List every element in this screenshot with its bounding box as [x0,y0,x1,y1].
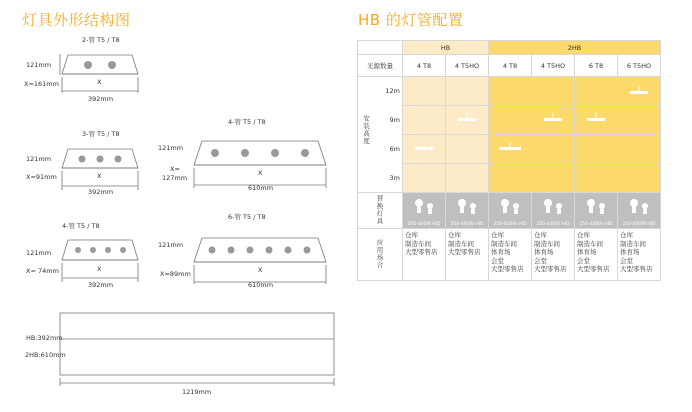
fixture-1-label: 2-管 T5 / T8 [82,36,120,44]
config-cell [575,106,618,135]
config-cell [618,77,661,106]
highbay-fixture-icon [618,77,660,105]
height-row-6m: 6m [389,145,400,153]
group-2hb-header: 2HB [489,41,661,55]
app-item: 大型零售店 [405,248,438,256]
fixture-3-label: 4-管 T5 / T8 [62,222,100,230]
app-item: 会堂 [534,256,547,265]
lamp-caption: 250-400W HID [407,222,441,227]
col-header: 4 T5HO [532,55,575,77]
config-cell [446,135,489,164]
col-header: 6 T8 [575,55,618,77]
app-item: 大型零售店 [620,265,653,273]
app-item: 制造车间 [620,239,646,248]
group-hb-header: HB [403,41,489,55]
config-cell [532,164,575,193]
highbay-fixture-icon [403,135,445,163]
height-row-12m: 12m [385,87,400,95]
app-item: 体育场 [534,248,554,256]
fixture-4-x: X [258,169,263,177]
fixture-1-width: 392mm [88,95,114,103]
fixture-1-height: 121mm [26,61,52,69]
col-header: 4 T5HO [446,55,489,77]
config-cell [575,164,618,193]
highbay-fixture-icon [489,135,531,163]
config-cell [575,77,618,106]
hid-lamp-icon [446,193,488,219]
fixture-5-spacing: X=89mm [160,270,191,278]
fixture-2-width: 392mm [88,188,114,196]
app-label: 应用场合 [375,238,384,269]
lamp-caption: 250-400W HID [450,222,484,227]
hid-lamp-icon [489,193,531,219]
fixture-4-width: 610mm [248,184,274,192]
height-row-9m: 9m [389,116,400,124]
replace-cell [446,193,489,229]
replace-cell [575,193,618,229]
lamp-caption: 250-400W HID [536,222,570,227]
replace-cell [618,193,661,229]
col-header: 6 T5HO [618,55,661,77]
config-cell [489,106,532,135]
config-cell [403,135,446,164]
config-cell [403,106,446,135]
app-item: 仓库 [405,231,418,239]
app-label-cell [358,229,403,281]
app-cell [532,229,575,281]
app-cell [575,229,618,281]
config-cell [489,164,532,193]
lamp-caption: 250-400W HID [622,222,656,227]
config-cell [446,164,489,193]
app-item: 仓库 [620,231,633,239]
app-item: 大型零售店 [491,265,524,273]
fixture-3-spacing: X= 74mm [26,267,59,275]
fixture-4-label: 4-管 T5 / T8 [228,118,266,126]
fixture-3-width: 392mm [88,281,114,289]
app-item: 会堂 [491,256,504,265]
plan-2hb-label: 2HB:610mm [25,351,66,359]
app-cell [618,229,661,281]
col-header: 4 T8 [489,55,532,77]
fixture-2-label: 3-管 T5 / T8 [82,130,120,138]
hid-lamp-icon [618,193,660,219]
config-cell [532,135,575,164]
config-cell [532,106,575,135]
col-header: 4 T8 [403,55,446,77]
left-title: 灯具外形结构图 [22,11,131,29]
config-cell [403,77,446,106]
app-cell [446,229,489,281]
plan-hb-label: HB:392mm [26,334,63,342]
app-item: 大型零售店 [534,265,567,273]
config-cell [489,135,532,164]
config-cell [618,135,661,164]
config-cell [403,164,446,193]
lamp-caption: 250-400W HID [579,222,613,227]
app-item: 仓库 [577,231,590,239]
fixture-2-spacing: X=91mm [26,173,57,181]
replace-cell [403,193,446,229]
hid-lamp-icon [403,193,445,219]
app-item: 仓库 [448,231,461,239]
config-cell [446,77,489,106]
highbay-fixture-icon [446,106,488,134]
app-item: 会堂 [620,256,633,265]
app-item: 体育场 [620,248,640,256]
fixture-2-height: 121mm [26,155,52,163]
hid-lamp-icon [575,193,617,219]
config-cell [489,77,532,106]
fixture-4-height: 121mm [158,144,184,152]
app-item: 体育场 [577,248,597,256]
app-item: 仓库 [491,231,504,239]
app-item: 制造车间 [577,239,603,248]
table-corner [358,41,403,55]
config-cell [575,135,618,164]
highbay-fixture-icon [575,106,617,134]
replace-cell [532,193,575,229]
fixture-4-spacing-value: 127mm [162,174,188,182]
app-item: 会堂 [577,256,590,265]
highbay-fixture-icon [532,106,574,134]
fixture-1-spacing: X=161mm [24,80,59,88]
height-label: 安装高度 [362,115,370,145]
app-cell [489,229,532,281]
fixture-5-height: 121mm [158,241,184,249]
hid-lamp-icon [532,193,574,219]
fixture-2-x: X [97,172,102,180]
height-label-cell [358,77,403,193]
config-cell [618,106,661,135]
fixture-1-x: X [97,78,102,86]
config-cell [532,77,575,106]
app-item: 制造车间 [534,239,560,248]
fixture-5-x: X [258,266,263,274]
app-item: 大型零售店 [577,265,610,273]
config-cell [446,106,489,135]
replace-label-cell [358,193,403,229]
col-header-source: 光源数量 [358,55,403,77]
app-cell [403,229,446,281]
app-item: 制造车间 [405,239,431,248]
plan-length-label: 1219mm [182,388,212,396]
fixture-5-label: 6-管 T5 / T8 [228,213,266,221]
lamp-caption: 250-400W HID [493,222,527,227]
replace-label: 替换灯具 [375,194,384,225]
fixture-3-height: 121mm [26,249,52,257]
right-title: HB 的灯管配置 [358,11,464,29]
app-item: 制造车间 [448,239,474,248]
fixture-5-width: 610mm [248,281,274,289]
config-cell [618,164,661,193]
fixture-4-spacing: X= [170,165,180,173]
app-item: 体育场 [491,248,511,256]
height-row-3m: 3m [389,174,400,182]
fixture-3-x: X [97,265,102,273]
replace-cell [489,193,532,229]
lamp-config-table [357,40,661,281]
app-item: 大型零售店 [448,248,481,256]
app-item: 仓库 [534,231,547,239]
app-item: 制造车间 [491,239,517,248]
